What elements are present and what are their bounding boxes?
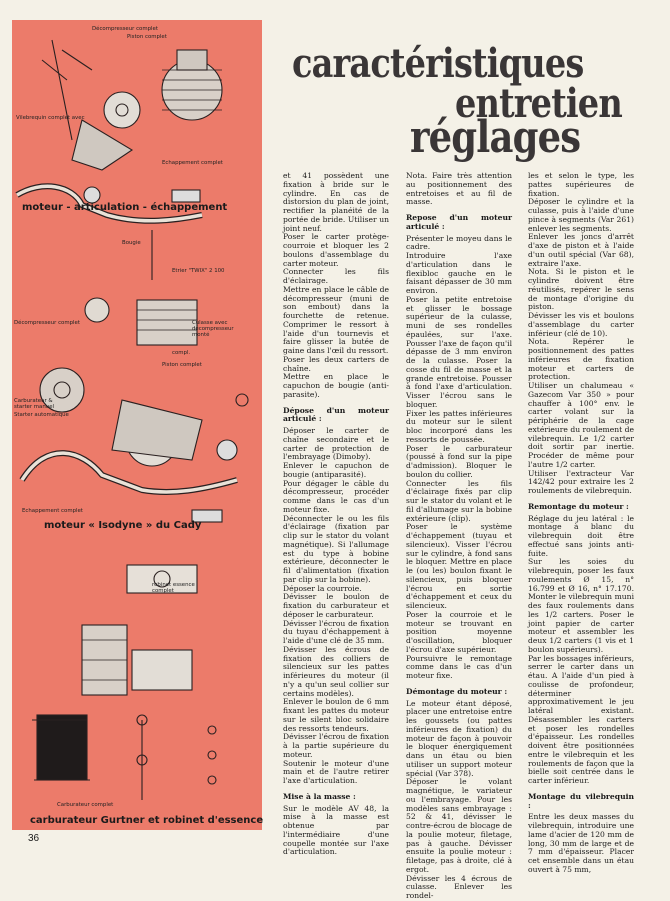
paragraph: Poser le carter protège-courroie et bloquer les 2 boulons d'assemblage du carter moteur. — [283, 232, 389, 268]
paragraph: Enlever le boulon de 6 mm fixant les pattes du moteur sur le silent bloc solidaire des ressorts tendeurs. — [283, 697, 389, 733]
paragraph: Dévisser les écrous de fixation des colliers de silencieux sur les pattes inférieures du moteur (il n'y a qu'un seul collier sur certains modèles). — [283, 644, 389, 698]
section-heading: Remontage du moteur : — [528, 501, 629, 511]
paragraph: Réglage du jeu latéral : le montage à blanc du vilebrequin doit être effectué sans joints anti-fuite. — [528, 513, 634, 558]
paragraph: Soutenir le moteur d'une main et de l'autre retirer l'axe d'articulation. — [283, 758, 389, 785]
paragraph: Poser le système d'échappement (tuyau et silencieux). Visser l'écrou sur le cylindre, à fond sans le bloquer. Mettre en place le (ou les) boulon fixant le silencieux, puis bloquer l'écrou en sortie d'échappement et ceux du silencieux. — [406, 522, 512, 610]
paragraph: Poursuivre le remontage comme dans le cas d'un moteur fixe. — [406, 653, 512, 680]
paragraph: Dévisser l'écrou de fixation du tuyau d'échappement à l'aide d'une clé de 35 mm. — [283, 618, 389, 645]
page-number: 36 — [28, 833, 40, 844]
paragraph: Déposer le cylindre et la culasse, puis à l'aide d'une pince à segments (Var 261) enlever les segments. — [528, 197, 634, 233]
paragraph: Fixer les pattes inférieures du moteur sur le silent bloc incorporé dans les ressorts de poussée. — [406, 408, 512, 444]
paragraph: Poser la courroie et le moteur se trouvant en position moyenne d'oscillation, bloquer l'écrou d'axe supérieur. — [406, 609, 512, 654]
label-robinet: robinet essence complet — [152, 582, 195, 594]
paragraph: Dévisser le boulon de fixation du carburateur et déposer le carburateur. — [283, 592, 389, 619]
section-heading: Démontage du moteur : — [406, 686, 508, 696]
paragraph: Présenter le moyeu dans le cadre. — [406, 233, 512, 252]
paragraph: Poser la petite entretoise et glisser le bossage supérieur de la culasse, muni de ses rondelles épaulées, sur l'axe. Pousser l'axe de façon qu'il dépasse de 3 mm environ de la culasse. Poser la cosse du fil de masse et la grande entretoise. Pousser à fond l'axe d'articulation. Visser l'écrou sans le bloquer. — [406, 294, 512, 409]
label-etrier: Etrier "TWIX" 2 100 — [172, 268, 225, 274]
label-piston2: Piston complet — [162, 362, 202, 368]
label-culasse: Culasse avec décompresseur monté — [192, 320, 234, 338]
section-heading: Repose d'un moteur articulé : — [406, 213, 512, 231]
label-echappement-complet: Echappement complet — [162, 160, 223, 166]
caption-engine: moteur - articulation - échappement — [22, 202, 228, 213]
section-heading: Mise à la masse : — [283, 791, 356, 801]
paragraph: et 41 possèdent une fixation à bride sur le cylindre. En cas de distorsion du plan de joint, rectifier la planéité de la portée de bride. Utiliser un joint neuf. — [283, 171, 389, 233]
paragraph: Sur les soies du vilebrequin, poser les faux roulements Ø 15, n° 16.799 et Ø 16, n° 17.170. Monter le vilebrequin muni des faux roulements dans les 1/2 carters. Poser le joint papier de carter moteur et assembler les deux 1/2 carters (1 vis et 1 boulon supérieurs). — [528, 557, 634, 654]
exploded-view-panel — [12, 20, 262, 830]
exploded-view-drawings — [12, 20, 262, 830]
paragraph: Enlever le capuchon de bougie (antiparasité). — [283, 461, 389, 479]
paragraph: Dévisser les vis et boulons d'assemblage du carter inférieur (clé de 10). — [528, 311, 634, 338]
heading-line-2: entretien — [455, 80, 622, 127]
label-vilebrequin: Vilebrequin complet avec — [16, 115, 85, 121]
paragraph: Enlever les joncs d'arrêt d'axe de piston et à l'aide d'un outil spécial (Var 68), extraire l'axe. — [528, 232, 634, 268]
paragraph: Par les bossages inférieurs, serrer le carter dans un étau. A l'aide d'un pied à coulisse de profondeur, déterminer approximativement le jeu latéral existant. Désassembler les carters et poser les rondelles d'épaisseur. Les rondelles doivent être positionnées entre le vilebrequin et les roulements de façon que la bielle soit centrée dans le carter inférieur. — [528, 653, 635, 785]
text-column-2 — [406, 172, 512, 901]
paragraph: Déconnecter le ou les fils d'éclairage (fixation par clip sur le stator du volant magnétique). Si l'allumage est du type à bobine extérieure, déconnecter le fil d'alimentation (fixation par clip sur la bobine). — [283, 513, 389, 584]
text-column-1 — [283, 172, 389, 857]
label-echappement2: Echappement complet — [22, 508, 83, 514]
paragraph: Le moteur étant déposé, placer une entretoise entre les goussets (ou pattes inférieures de fixation) du moteur de façon à pouvoir le bloquer énergiquement dans un étau ou bien utiliser un support moteur spécial (Var 378). — [406, 698, 512, 778]
paragraph: Déposer le volant magnétique, le variateur ou l'embrayage. Pour les modèles sans embrayage : 52 & 41, dévisser le contre-écrou de blocage de la poulie moteur, filetage, pas à gauche. Dévisser ensuite la poulie moteur : filetage, pas à droite, clé à ergot. — [406, 777, 512, 874]
section-heading: Montage du vilebrequin : — [528, 791, 634, 810]
label-starter-auto: Starter automatique — [14, 412, 69, 418]
paragraph: Connecter les fils d'éclairage fixés par clip sur le stator du volant et le fil d'allumage sur la bobine extérieure (clip). — [406, 478, 512, 523]
paragraph: Connecter les fils d'éclairage. — [283, 267, 389, 285]
label-decomp-complet: Décompresseur complet — [92, 26, 158, 32]
caption-carburateur: carburateur Gurtner et robinet d'essence — [30, 815, 264, 826]
paragraph: Dévisser l'écrou de fixation à la partie supérieure du moteur. — [283, 732, 389, 759]
label-compl: compl. — [172, 350, 191, 356]
paragraph: Mettre en place le capuchon de bougie (anti-parasite). — [283, 372, 389, 399]
section-heading: Dépose d'un moteur articulé : — [283, 405, 389, 424]
paragraph: Dévisser les 4 écrous de culasse. Enlever les rondel- — [406, 873, 512, 900]
caption-isodyne: moteur « Isodyne » du Cady — [44, 520, 202, 531]
paragraph: Introduire l'axe d'articulation dans le flexibloc gauche en le faisant dépasser de 30 mm environ. — [406, 251, 512, 295]
paragraph: Entre les deux masses du vilebrequin, introduire une lame d'acier de 120 mm de long, 30 mm de large et de 7 mm d'épaisseur. Placer cet ensemble dans un étau ouvert à 75 mm, — [528, 812, 634, 874]
text-column-3 — [528, 172, 634, 875]
label-piston-complet: Piston complet — [127, 34, 167, 40]
paragraph: Pour dégager le câble du décompresseur, procéder comme dans le cas d'un moteur fixe. — [283, 478, 389, 514]
paragraph: les et selon le type, les pattes supérieures de fixation. — [528, 171, 634, 198]
paragraph: Sur le modèle AV 48, la mise à la masse est obtenue par l'intermédiaire d'une coupelle montée sur l'axe d'articulation. — [283, 803, 389, 857]
paragraph: Poser les deux carters de chaîne. — [283, 354, 389, 373]
paragraph: Poser le carburateur (poussé à fond sur la pipe d'admission). Bloquer le boulon du collier. — [406, 443, 512, 479]
label-decomp2: Décompresseur complet — [14, 320, 80, 326]
paragraph: Nota. Faire très attention au positionnement des entretoises et au fil de masse. — [406, 171, 512, 207]
paragraph: Utiliser l'extracteur Var 142/42 pour extraire les 2 roulements de vilebrequin. — [528, 468, 634, 495]
paragraph: Déposer la courroie. — [283, 583, 362, 593]
heading-line-3: réglages — [410, 112, 581, 163]
heading-line-1: caractéristiques — [292, 40, 584, 87]
paragraph: Déposer le carter de chaîne secondaire et le carter de protection de l'embrayage (Dimoby). — [283, 426, 389, 462]
paragraph: Nota. Repérer le positionnement des pattes inférieures de fixation moteur et carters de protection. — [528, 337, 634, 382]
paragraph: Nota. Si le piston et le cylindre doivent être réutilisés, repérer le sens de montage d'origine du piston. — [528, 267, 634, 312]
paragraph: Mettre en place le câble de décompresseur (muni de son embout) dans la fourchette de retenue. Comprimer le ressort à l'aide d'un tournevis et faire glisser la butée de gaine dans l'œil du ressort. — [283, 284, 389, 355]
label-bougie: Bougie — [122, 240, 141, 246]
label-carb-complet: Carburateur complet — [57, 802, 114, 808]
label-carburateur-starter: Carburateur & starter manuel — [14, 398, 55, 410]
paragraph: Utiliser un chalumeau « Gazecom Var 350 » pour chauffer à 100° env. le carter volant sur la périphérie de la cage extérieure du roulement de vilebrequin. Le 1/2 carter doit sortir par inertie. Procéder de même pour l'autre 1/2 carter. — [528, 381, 634, 469]
